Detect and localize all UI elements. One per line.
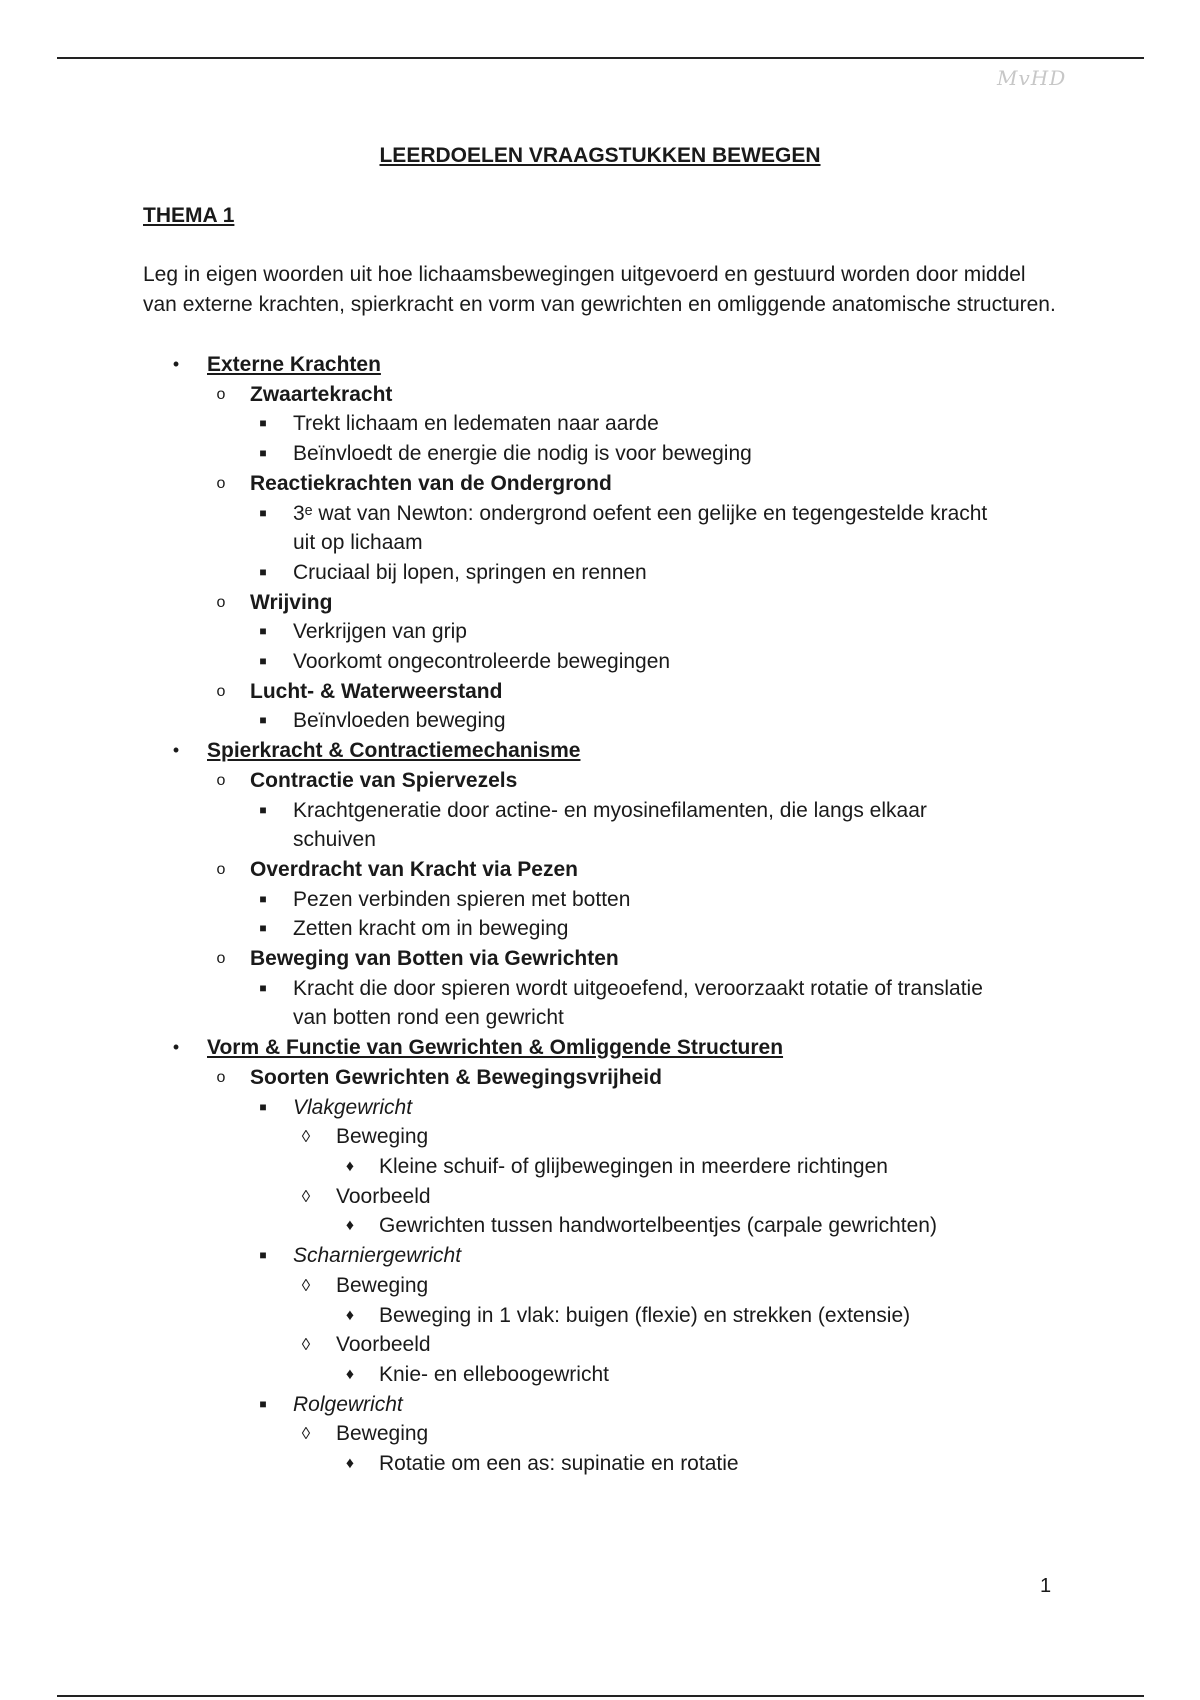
bullet-icon: o [216,593,226,611]
outline-item-level-2 [0,855,1200,885]
outline-item-text: Gewrichten tussen handwortelbeentjes (carpale gewrichten) [379,1214,937,1238]
outline-item-level-3 [0,974,1200,1033]
outline-item-level-4 [0,1271,1200,1301]
bullet-icon: ■ [259,891,267,906]
outline-item-text: Pezen verbinden spieren met botten [293,887,631,911]
outline-item-text: Contractie van Spiervezels [250,768,518,792]
outline-item-level-3 [0,499,1200,558]
bullet-icon: o [216,1068,226,1086]
outline-item-text: Vlakgewricht [293,1095,413,1119]
document-title: LEERDOELEN VRAAGSTUKKEN BEWEGEN [379,144,821,167]
outline-item-level-1 [0,350,1200,380]
page-number: 1 [1040,1575,1052,1597]
outline-item-text: Rolgewricht [293,1392,403,1416]
outline-item-text: 3ᵉ wat van Newton: ondergrond oefent een gelijke en tegengestelde kracht uit op lichaam [293,501,988,555]
outline-item-text: Knie- en elleboogewricht [379,1362,609,1386]
outline-item-level-5 [0,1211,1200,1241]
outline-item-level-4 [0,1182,1200,1212]
outline-item-text: Rotatie om een as: supinatie en rotatie [379,1452,739,1476]
bullet-icon: ■ [259,654,267,669]
outline-item-level-3 [0,1093,1200,1123]
outline-item-level-1 [0,736,1200,766]
bullet-icon: ♦ [345,1455,355,1473]
bullet-icon: ■ [259,980,267,995]
bullet-icon: ◊ [301,1127,311,1147]
bullet-icon: o [216,950,226,968]
outline-item-text: Trekt lichaam en ledematen naar aarde [293,412,659,436]
outline-item-text: Verkrijgen van grip [293,620,467,644]
outline-item-text: Zetten kracht om in beweging [293,917,569,941]
outline-item-text: Cruciaal bij lopen, springen en rennen [293,560,647,584]
outline-item-text: Kleine schuif- of glijbewegingen in meerdere richtingen [379,1154,888,1178]
bullet-icon: ■ [259,624,267,639]
outline-item-level-3 [0,617,1200,647]
outline-item-text: Reactiekrachten van de Ondergrond [250,471,612,495]
bullet-icon: o [216,682,226,700]
bullet-icon: ◊ [301,1186,311,1206]
outline-item-level-5 [0,1152,1200,1182]
outline-item-level-3 [0,1241,1200,1271]
outline-item-level-3 [0,706,1200,736]
outline-item-text: Beweging in 1 vlak: buigen (flexie) en strekken (extensie) [379,1303,911,1327]
outline-item-text: Kracht die door spieren wordt uitgeoefend, veroorzaakt rotatie of translatie van botten rond een gewricht [293,976,983,1030]
outline-item-text: Spierkracht & Contractiemechanisme [207,739,581,763]
bullet-icon: ◊ [301,1335,311,1355]
bullet-icon: • [172,740,180,761]
outline-item-level-2 [0,1063,1200,1093]
bullet-icon: ■ [259,416,267,431]
outline-item-level-4 [0,1419,1200,1449]
outline-item-text: Wrijving [250,590,333,614]
bullet-icon: ■ [259,1099,267,1114]
outline-item-text: Voorbeeld [336,1333,431,1357]
bullet-icon: ♦ [345,1365,355,1383]
outline-item-level-3 [0,1390,1200,1420]
outline-item-text: Krachtgeneratie door actine- en myosinefilamenten, die langs elkaar schuiven [293,798,927,852]
bullet-icon: ◊ [301,1424,311,1444]
outline-item-level-5 [0,1449,1200,1479]
bullet-icon: ■ [259,564,267,579]
outline-item-level-2 [0,677,1200,707]
outline-item-text: Overdracht van Kracht via Pezen [250,857,578,881]
outline-item-level-3 [0,647,1200,677]
bottom-rule [57,1695,1144,1697]
outline-item-text: Scharniergewricht [293,1244,462,1268]
bullet-icon: o [216,771,226,789]
outline-item-level-5 [0,1360,1200,1390]
outline-item-level-4 [0,1330,1200,1360]
bullet-icon: ■ [259,505,267,520]
outline-item-level-3 [0,439,1200,469]
outline-item-level-3 [0,409,1200,439]
bullet-icon: ■ [259,921,267,936]
bullet-icon: • [172,1037,180,1058]
outline-item-text: Lucht- & Waterweerstand [250,679,503,703]
outline-item-text: Beweging [336,1422,429,1446]
outline-list [0,350,1200,1479]
bullet-icon: o [216,860,226,878]
outline-item-text: Voorbeeld [336,1184,431,1208]
outline-item-level-2 [0,380,1200,410]
outline-item-text: Beïnvloedt de energie die nodig is voor beweging [293,442,752,466]
outline-item-text: Beweging [336,1273,429,1297]
bullet-icon: ■ [259,802,267,817]
learning-goal-intro: Leg in eigen woorden uit hoe lichaamsbewegingen uitgevoerd en gestuurd worden door middel van externe krachten, spierkracht en vorm van gewrichten en omliggende anatomische structuren. [143,263,1056,316]
bullet-icon: ♦ [345,1217,355,1235]
bullet-icon: o [216,474,226,492]
theme-heading: THEMA 1 [143,204,235,227]
outline-item-level-3 [0,885,1200,915]
outline-item-level-3 [0,796,1200,855]
bullet-icon: ♦ [345,1157,355,1175]
outline-item-level-4 [0,1122,1200,1152]
outline-item-level-3 [0,558,1200,588]
outline-item-level-2 [0,469,1200,499]
outline-item-text: Voorkomt ongecontroleerde bewegingen [293,650,671,674]
outline-item-text: Zwaartekracht [250,382,393,406]
bullet-icon: ♦ [345,1306,355,1324]
outline-item-text: Beïnvloeden beweging [293,709,506,733]
top-rule [57,57,1144,59]
outline-item-text: Beweging van Botten via Gewrichten [250,947,619,971]
bullet-icon: ◊ [301,1275,311,1295]
outline-item-level-5 [0,1301,1200,1331]
outline-item-level-2 [0,944,1200,974]
bullet-icon: • [172,354,180,374]
outline-item-level-3 [0,914,1200,944]
bullet-icon: ■ [259,713,267,728]
outline-item-text: Externe Krachten [207,353,381,376]
outline-item-level-1 [0,1033,1200,1063]
outline-item-level-2 [0,588,1200,618]
outline-item-text: Vorm & Functie van Gewrichten & Omliggende Structuren [207,1036,784,1060]
bullet-icon: ■ [259,446,267,461]
bullet-icon: ■ [259,1396,267,1411]
author-signature: MvHD [997,66,1067,90]
bullet-icon: ■ [259,1248,267,1263]
outline-item-level-2 [0,766,1200,796]
bullet-icon: o [216,385,226,403]
outline-item-text: Beweging [336,1125,429,1149]
outline-item-text: Soorten Gewrichten & Bewegingsvrijheid [250,1065,662,1089]
